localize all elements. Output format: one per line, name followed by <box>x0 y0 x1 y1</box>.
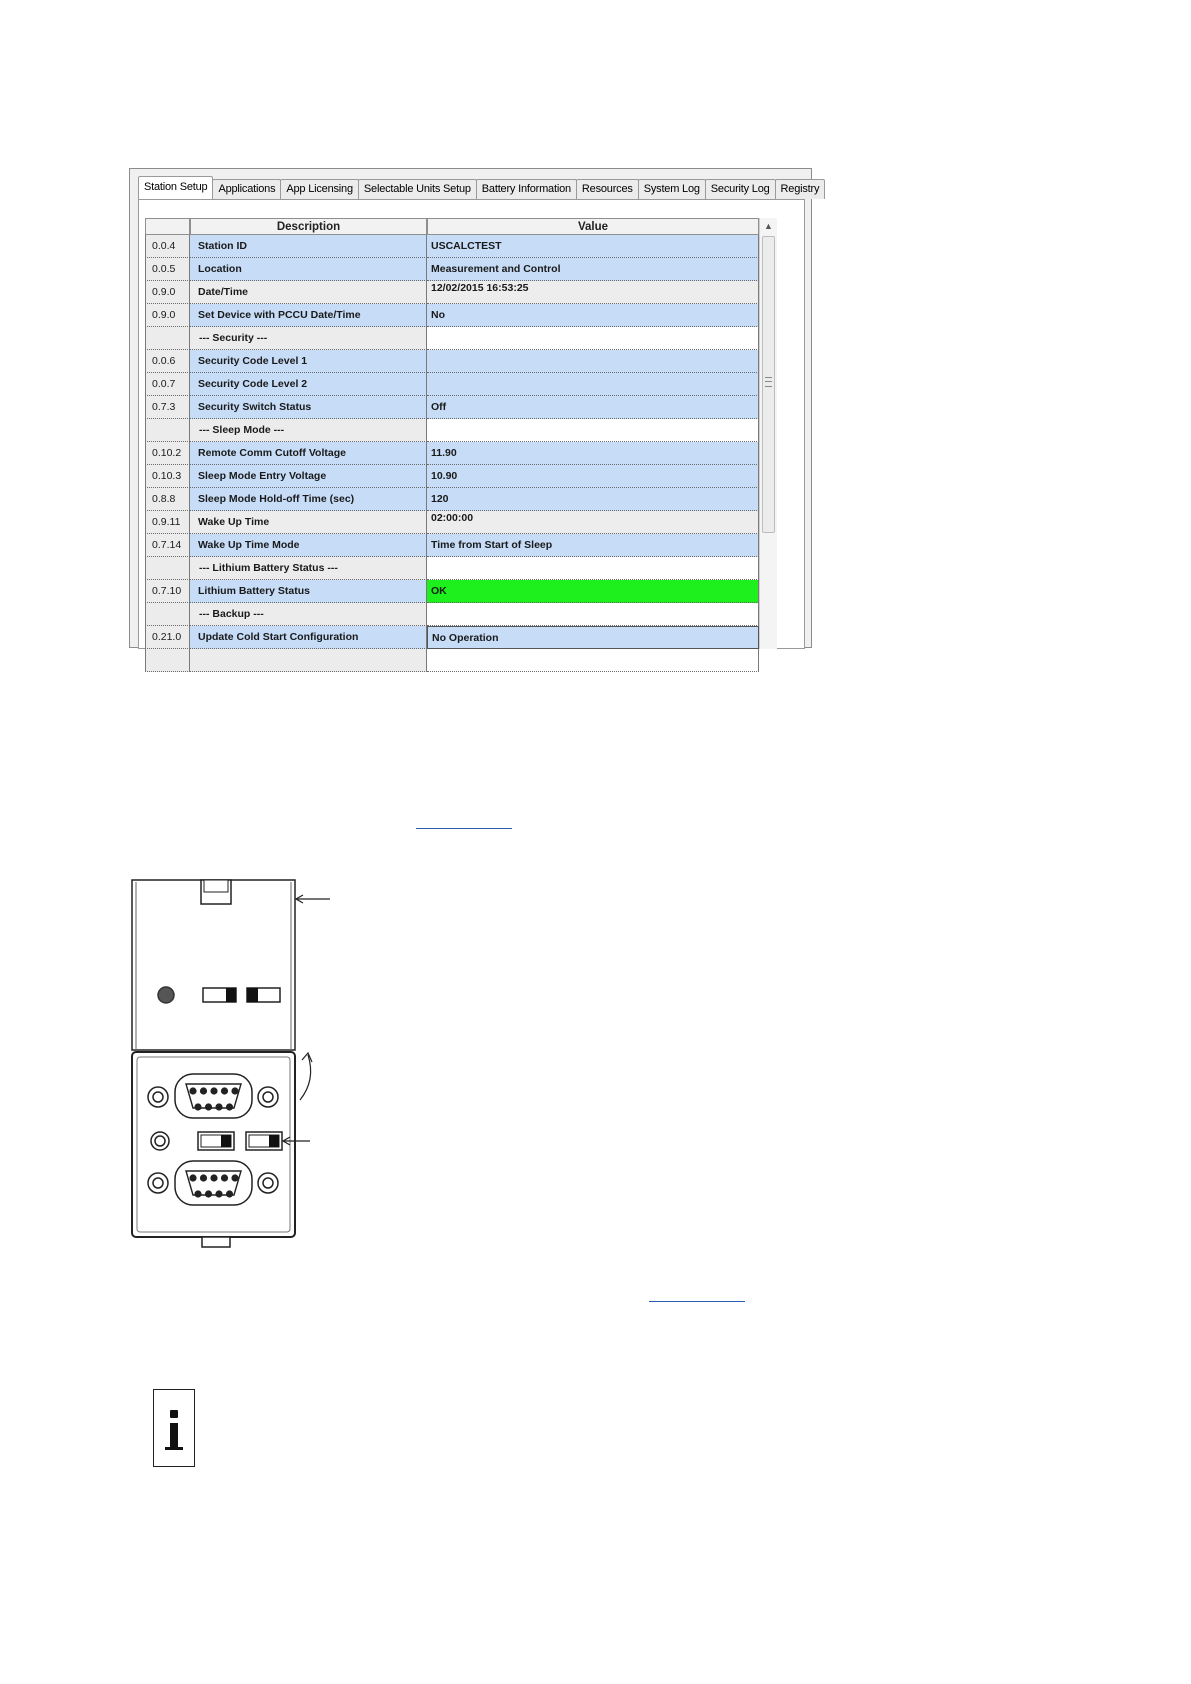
row-value-cell[interactable]: 02:00:00 <box>427 511 759 534</box>
table-row[interactable] <box>145 373 759 396</box>
table-row[interactable] <box>145 304 759 327</box>
connector-pin-icon <box>215 1103 222 1110</box>
device-cover <box>132 880 295 1050</box>
row-description-cell: Update Cold Start Configuration <box>190 626 427 649</box>
table-row[interactable] <box>145 442 759 465</box>
info-icon <box>153 1389 195 1467</box>
connector-pin-icon <box>231 1174 238 1181</box>
row-value-cell[interactable]: Time from Start of Sleep <box>427 534 759 557</box>
row-number-cell <box>145 603 190 626</box>
status-badge[interactable]: OK <box>427 580 759 603</box>
row-number-cell: 0.0.4 <box>145 235 190 258</box>
row-number-cell: 0.7.14 <box>145 534 190 557</box>
row-number-cell: 0.0.6 <box>145 350 190 373</box>
row-description-cell: --- Security --- <box>190 327 427 350</box>
connector-pin-icon <box>231 1087 238 1094</box>
row-value-cell[interactable] <box>427 373 759 396</box>
row-description-cell: Date/Time <box>190 281 427 304</box>
row-description-cell: Security Code Level 2 <box>190 373 427 396</box>
connector-pin-icon <box>226 1190 233 1197</box>
scrollbar-thumb[interactable] <box>762 236 775 533</box>
row-value-cell <box>427 419 759 442</box>
row-value-cell[interactable]: No <box>427 304 759 327</box>
connector-pin-icon <box>194 1190 201 1197</box>
connector-pin-icon <box>200 1087 207 1094</box>
row-description-cell: --- Lithium Battery Status --- <box>190 557 427 580</box>
connector-pin-icon <box>205 1190 212 1197</box>
row-description-cell: Security Code Level 1 <box>190 350 427 373</box>
table-row[interactable] <box>145 258 759 281</box>
row-number-cell: 0.9.0 <box>145 281 190 304</box>
row-description-cell: Sleep Mode Entry Voltage <box>190 465 427 488</box>
connector-pin-icon <box>226 1103 233 1110</box>
tab-station-setup[interactable]: Station Setup <box>138 176 213 199</box>
table-row[interactable] <box>145 488 759 511</box>
scrollbar-grip-icon <box>765 377 772 387</box>
table-row[interactable] <box>145 557 759 580</box>
row-number-cell: 0.0.5 <box>145 258 190 281</box>
vertical-scrollbar[interactable] <box>759 218 777 649</box>
row-number-cell: 0.10.2 <box>145 442 190 465</box>
row-description-cell: Security Switch Status <box>190 396 427 419</box>
column-header-number[interactable] <box>145 218 190 235</box>
column-header-description[interactable]: Description <box>190 218 427 235</box>
connector-pin-icon <box>194 1103 201 1110</box>
connector-pin-icon <box>210 1087 217 1094</box>
table-row[interactable] <box>145 603 759 626</box>
tab-registry[interactable]: Registry <box>775 179 826 199</box>
info-icon-foot <box>165 1447 183 1450</box>
row-description-cell: Set Device with PCCU Date/Time <box>190 304 427 327</box>
table-row[interactable] <box>145 419 759 442</box>
row-value-cell[interactable]: 10.90 <box>427 465 759 488</box>
connector-pin-icon <box>189 1087 196 1094</box>
row-number-cell: 0.21.0 <box>145 626 190 649</box>
column-header-value[interactable]: Value <box>427 218 759 235</box>
row-number-cell: 0.0.7 <box>145 373 190 396</box>
tab-system-log[interactable]: System Log <box>638 179 706 199</box>
row-value-cell[interactable]: 12/02/2015 16:53:25 <box>427 281 759 304</box>
row-value-cell <box>427 327 759 350</box>
tab-security-log[interactable]: Security Log <box>705 179 776 199</box>
row-description-cell: Sleep Mode Hold-off Time (sec) <box>190 488 427 511</box>
device-front-panel-diagram <box>120 870 350 1250</box>
row-number-cell <box>145 649 190 672</box>
row-number-cell: 0.7.3 <box>145 396 190 419</box>
row-value-cell[interactable]: Measurement and Control <box>427 258 759 281</box>
hinge-rotation-arrow-icon <box>300 1055 311 1100</box>
row-description-cell: Lithium Battery Status <box>190 580 427 603</box>
row-value-cell[interactable]: Off <box>427 396 759 419</box>
connector-pin-icon <box>205 1103 212 1110</box>
station-setup-grid <box>145 218 776 649</box>
row-number-cell <box>145 557 190 580</box>
table-row[interactable] <box>145 327 759 350</box>
tab-applications[interactable]: Applications <box>212 179 281 199</box>
connector-pin-icon <box>189 1174 196 1181</box>
row-description-cell <box>190 649 427 672</box>
table-row[interactable] <box>145 534 759 557</box>
base-latch <box>202 1237 230 1247</box>
table-row[interactable] <box>145 281 759 304</box>
row-value-cell[interactable]: No Operation <box>427 626 759 649</box>
scroll-up-arrow-icon[interactable]: ▲ <box>764 221 773 231</box>
led-label-icon <box>158 987 174 1003</box>
row-value-cell[interactable]: USCALCTEST <box>427 235 759 258</box>
info-icon-dot <box>170 1410 178 1418</box>
row-description-cell: Wake Up Time <box>190 511 427 534</box>
station-setup-window <box>129 168 820 648</box>
row-description-cell: Location <box>190 258 427 281</box>
tab-app-licensing[interactable]: App Licensing <box>280 179 359 199</box>
row-number-cell: 0.10.3 <box>145 465 190 488</box>
row-description-cell: --- Sleep Mode --- <box>190 419 427 442</box>
table-row[interactable] <box>145 350 759 373</box>
connector-pin-icon <box>221 1087 228 1094</box>
connector-pin-icon <box>210 1174 217 1181</box>
row-number-cell: 0.7.10 <box>145 580 190 603</box>
row-value-cell[interactable]: 11.90 <box>427 442 759 465</box>
row-number-cell <box>145 419 190 442</box>
connector-pin-icon <box>215 1190 222 1197</box>
tab-resources[interactable]: Resources <box>576 179 639 199</box>
info-icon-stem <box>170 1423 178 1450</box>
connector-pin-icon <box>221 1174 228 1181</box>
connector-pin-icon <box>200 1174 207 1181</box>
table-row[interactable] <box>145 580 759 603</box>
row-value-cell <box>427 649 759 672</box>
row-number-cell: 0.9.0 <box>145 304 190 327</box>
row-description-cell: Wake Up Time Mode <box>190 534 427 557</box>
table-row[interactable] <box>145 511 759 534</box>
cross-reference-link[interactable] <box>416 828 512 829</box>
row-value-cell[interactable]: 120 <box>427 488 759 511</box>
row-description-cell: Remote Comm Cutoff Voltage <box>190 442 427 465</box>
tab-battery-information[interactable]: Battery Information <box>476 179 577 199</box>
row-value-cell[interactable] <box>427 350 759 373</box>
row-number-cell <box>145 327 190 350</box>
table-row[interactable] <box>145 465 759 488</box>
row-number-cell: 0.9.11 <box>145 511 190 534</box>
row-value-cell <box>427 557 759 580</box>
row-value-cell <box>427 603 759 626</box>
table-row[interactable] <box>145 235 759 258</box>
table-row[interactable] <box>145 626 759 649</box>
row-description-cell: --- Backup --- <box>190 603 427 626</box>
tab-bar <box>138 177 824 199</box>
table-row[interactable] <box>145 649 759 672</box>
table-row[interactable] <box>145 396 759 419</box>
cross-reference-link-2[interactable] <box>649 1301 745 1302</box>
tab-selectable-units-setup[interactable]: Selectable Units Setup <box>358 179 477 199</box>
row-number-cell: 0.8.8 <box>145 488 190 511</box>
row-description-cell: Station ID <box>190 235 427 258</box>
